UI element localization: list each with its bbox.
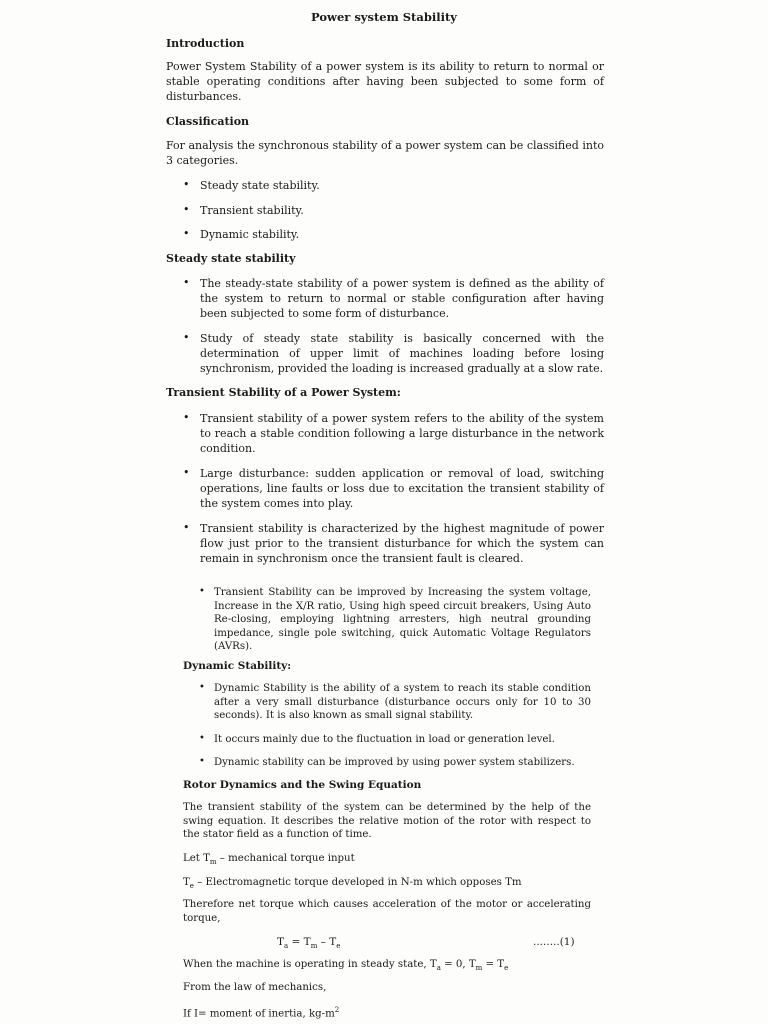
- transient-item: Transient stability of a power system refers to the ability of the system to reach a stable condition following a large disturbance in the network condition.: [200, 412, 604, 455]
- steady-state-item: Study of steady state stability is basically concerned with the determination of upper limit of machines loading before losing synchronism, provided the loading is increased gradually at a slow rate.: [200, 332, 604, 375]
- introduction-paragraph: Power System Stability of a power system is its ability to return to normal or stable operating conditions after having been subjected to some form of disturbances.: [166, 60, 604, 103]
- bullet-icon: •: [199, 682, 205, 693]
- classification-paragraph: For analysis the synchronous stability of a power system can be classified into 3 categories.: [166, 139, 604, 167]
- transient-item: Transient Stability can be improved by Increasing the system voltage, Increase in the X/R ratio, Using high speed circuit breakers, Using Auto Re-closing, employing lightning arresters, high neutral grounding impedance, single pole switching, quick Automatic Voltage Regulators (AVRs).: [214, 587, 591, 652]
- dynamic-item: Dynamic Stability is the ability of a system to reach its stable condition after a very small disturbance (disturbance occurs only for 10 to 30 seconds). It is also known as small signal stability.: [214, 683, 591, 721]
- steady-state-item: The steady-state stability of a power system is defined as the ability of the system to return to normal or stable configuration after having been subjected to some form of disturbance.: [200, 277, 604, 320]
- rotor-heading: Rotor Dynamics and the Swing Equation: [183, 779, 422, 791]
- bullet-icon: •: [183, 521, 190, 534]
- bullet-icon: •: [183, 331, 190, 344]
- bullet-icon: •: [183, 203, 190, 216]
- classification-item: Dynamic stability.: [200, 228, 300, 241]
- bullet-icon: •: [199, 756, 205, 767]
- bullet-icon: •: [183, 411, 190, 424]
- bullet-icon: •: [183, 276, 190, 289]
- transient-heading: Transient Stability of a Power System:: [166, 386, 401, 399]
- equation-1-number: ........(1): [533, 936, 575, 948]
- electromagnetic-torque-line: $T_e$ – Electromagnetic torque developed in N-m which opposes Tm: [183, 877, 522, 891]
- bullet-icon: •: [183, 178, 190, 191]
- rotor-paragraph: The transient stability of the system can be determined by the help of the swing equation. It describes the relative motion of the rotor with respect to the stator field as a function of time.: [183, 802, 591, 840]
- introduction-heading: Introduction: [166, 37, 245, 50]
- transient-item: Large disturbance: sudden application or removal of load, switching operations, line faults or loss due to excitation the transient stability of the system comes into play.: [200, 467, 604, 510]
- dynamic-item: It occurs mainly due to the fluctuation in load or generation level.: [214, 734, 555, 745]
- bullet-icon: •: [199, 586, 205, 597]
- dynamic-heading: Dynamic Stability:: [183, 660, 292, 672]
- steady-state-heading: Steady state stability: [166, 252, 296, 265]
- dynamic-item: Dynamic stability can be improved by using power system stabilizers.: [214, 757, 575, 768]
- bullet-icon: •: [199, 733, 205, 744]
- bullet-icon: •: [183, 466, 190, 479]
- equation-1: $T_a = T_m - T_e$: [277, 936, 341, 951]
- net-torque-paragraph: Therefore net torque which causes acceleration of the motor or accelerating torque,: [183, 899, 591, 924]
- classification-item: Steady state stability.: [200, 179, 320, 192]
- moment-of-inertia-line: If I= moment of inertia, $kg-m^2$: [183, 1006, 340, 1020]
- classification-item: Transient stability.: [200, 204, 304, 217]
- bullet-icon: •: [183, 227, 190, 240]
- law-of-mechanics-line: From the law of mechanics,: [183, 982, 327, 993]
- classification-heading: Classification: [166, 115, 250, 128]
- mechanical-torque-line: Let $T_m$ – mechanical torque input: [183, 853, 355, 867]
- page-title: Power system Stability: [311, 10, 457, 24]
- transient-item: Transient stability is characterized by the highest magnitude of power flow just prior to the transient disturbance for which the system can remain in synchronism once the transient fault is cleared.: [200, 522, 604, 565]
- steady-operation-line: When the machine is operating in steady state, $T_a = 0$, $T_m = T_e$: [183, 959, 509, 973]
